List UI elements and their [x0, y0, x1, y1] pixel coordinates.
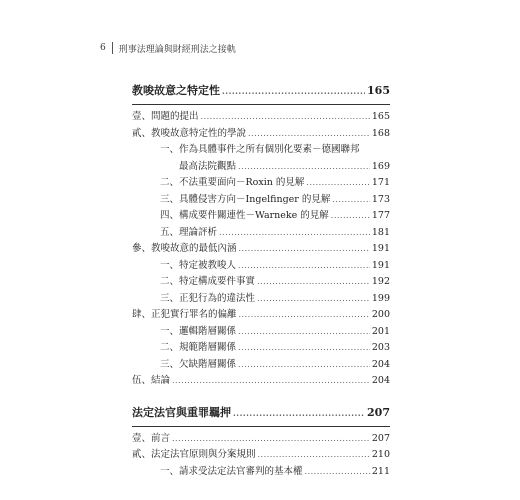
- toc-chapter[interactable]: [132, 80, 390, 102]
- entry-label: 二、特定構成要件事實: [160, 276, 256, 287]
- toc-entry[interactable]: [132, 175, 390, 192]
- entry-label: 一、作為具體事件之所有個別化要素－德國聯邦: [160, 144, 360, 155]
- dot-leader: [306, 175, 369, 192]
- book-title: 刑事法理論與財經刑法之接軌: [118, 44, 236, 55]
- entry-label: 貳、法定法官原則與分案規則: [132, 449, 256, 460]
- entry-page: 201: [371, 325, 390, 337]
- entry-page: 199: [371, 292, 390, 304]
- entry-label: 五、理論評析: [160, 226, 218, 238]
- entry-label: 壹、問題的提出: [132, 111, 199, 122]
- running-header: [100, 42, 236, 54]
- toc-entry[interactable]: [132, 258, 390, 275]
- toc-entry[interactable]: [132, 431, 390, 448]
- entry-label: 伍、結論: [132, 375, 171, 386]
- dot-leader: [238, 324, 370, 341]
- entry-page: 177: [371, 210, 390, 221]
- toc-entry[interactable]: [132, 142, 390, 159]
- entry-label: 二、規範階層關係: [160, 342, 237, 353]
- entry-page: 210: [371, 449, 390, 460]
- dot-leader: [332, 192, 370, 209]
- toc-entry[interactable]: [132, 208, 390, 225]
- entry-label: 參、教唆故意的最低內涵: [132, 243, 237, 254]
- entry-page: 173: [371, 193, 390, 205]
- entry-page: 207: [371, 432, 390, 444]
- page-number: 6: [100, 43, 106, 53]
- dot-leader: [239, 241, 370, 258]
- toc-chapter[interactable]: [132, 402, 390, 424]
- toc-entry[interactable]: [132, 447, 390, 464]
- dot-leader: [201, 109, 370, 126]
- toc-entry[interactable]: [132, 274, 390, 291]
- entry-page: 171: [371, 177, 390, 188]
- dot-leader: [248, 126, 370, 143]
- dot-leader: [238, 357, 370, 374]
- toc-entry[interactable]: [132, 225, 390, 242]
- dot-leader: [222, 80, 365, 102]
- dot-leader: [238, 159, 370, 176]
- toc-entry[interactable]: [132, 126, 390, 143]
- entry-page: 192: [371, 276, 390, 287]
- entry-page: 204: [371, 375, 390, 386]
- dot-leader: [172, 373, 370, 390]
- toc-entry[interactable]: [132, 324, 390, 341]
- table-of-contents: [132, 80, 390, 480]
- entry-label: 最高法院觀點: [179, 160, 237, 172]
- chapter-page: 165: [367, 84, 390, 97]
- dot-leader: [305, 464, 370, 481]
- entry-page: 211: [371, 465, 390, 477]
- toc-entry[interactable]: [132, 464, 390, 481]
- chapter-rule: [132, 104, 390, 105]
- dot-leader: [331, 208, 370, 225]
- entry-label: 四、構成要件關連性－Warneke 的見解: [160, 210, 329, 221]
- entry-page: 191: [371, 259, 390, 271]
- entry-label: 三、具體侵害方向－Ingelfinger 的見解: [160, 193, 331, 205]
- toc-entry[interactable]: [132, 109, 390, 126]
- entry-label: 一、邏輯階層關係: [160, 325, 237, 337]
- entry-page: 181: [371, 226, 390, 238]
- toc-entry[interactable]: [132, 307, 390, 324]
- dot-leader: [238, 258, 370, 275]
- section-gap: [132, 390, 390, 402]
- dot-leader: [257, 291, 370, 308]
- entry-label: 三、欠缺階層關係: [160, 358, 237, 370]
- entry-page: 169: [371, 160, 390, 172]
- dot-leader: [239, 307, 370, 324]
- dot-leader: [257, 274, 370, 291]
- toc-entry[interactable]: [132, 192, 390, 209]
- entry-label: 三、正犯行為的違法性: [160, 292, 256, 304]
- entry-page: 204: [371, 358, 390, 370]
- dot-leader: [238, 340, 370, 357]
- header-divider: [112, 42, 113, 54]
- entry-label: 二、不法重要面向－Roxin 的見解: [160, 177, 305, 188]
- chapter-page: 207: [367, 405, 390, 419]
- toc-entry[interactable]: [132, 340, 390, 357]
- entry-label: 貳、教唆故意特定性的學說: [132, 127, 247, 139]
- entry-label: 一、請求受法定法官審判的基本權: [160, 465, 303, 477]
- chapter-title: 教唆故意之特定性: [132, 84, 220, 97]
- dot-leader: [233, 402, 365, 424]
- chapter-rule: [132, 426, 390, 427]
- entry-page: 191: [371, 243, 390, 254]
- toc-entry[interactable]: [132, 357, 390, 374]
- toc-entry[interactable]: [132, 373, 390, 390]
- entry-label: 壹、前言: [132, 432, 171, 444]
- dot-leader: [172, 431, 370, 448]
- entry-label: 肆、正犯實行罪名的偏離: [132, 309, 237, 320]
- chapter-title: 法定法官與重罪羈押: [132, 405, 231, 419]
- entry-label: 一、特定被教唆人: [160, 259, 237, 271]
- dot-leader: [258, 447, 370, 464]
- toc-entry[interactable]: [132, 241, 390, 258]
- dot-leader: [219, 225, 370, 242]
- entry-page: 165: [371, 111, 390, 122]
- toc-entry[interactable]: [132, 159, 390, 176]
- toc-entry[interactable]: [132, 291, 390, 308]
- entry-page: 168: [371, 127, 390, 139]
- entry-page: 203: [371, 342, 390, 353]
- entry-page: 200: [371, 309, 390, 320]
